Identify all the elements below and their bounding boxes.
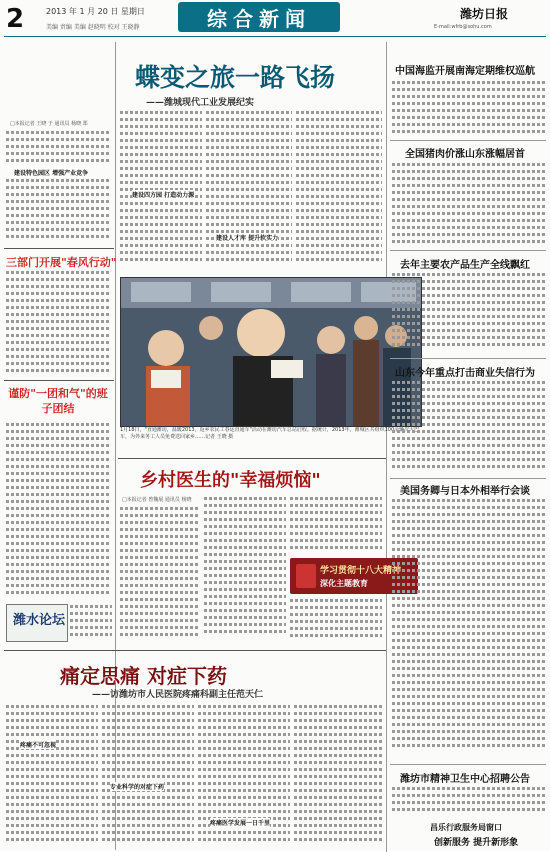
left-headline-2: 谨防"一团和气"的班子团结 xyxy=(8,387,108,415)
footer-banner xyxy=(420,820,550,851)
mid-body-col3b xyxy=(290,598,382,646)
bottom-body-col2 xyxy=(102,704,194,848)
campaign-line-2: 深化主题教育 xyxy=(320,579,368,588)
bottom-subhead-2: 专业科学的对症下药 xyxy=(110,784,165,791)
right-divider xyxy=(390,250,546,251)
right-article-3-body xyxy=(392,272,546,352)
lead-body-col3 xyxy=(206,110,292,270)
lead-body-col1b xyxy=(6,178,110,244)
section-divider xyxy=(118,458,386,459)
mid-byline: □本报记者 曾魏展 通讯员 杨晓 xyxy=(122,497,192,503)
contact-email: E-mail:wfrb@sohu.com xyxy=(434,24,492,30)
right-article-2-body xyxy=(392,162,546,246)
left-article-2-body xyxy=(6,422,110,598)
bottom-subhead-3: 疼痛医学发展一日千里 xyxy=(210,820,271,827)
mid-headline: 乡村医生的"幸福烦恼" xyxy=(140,470,321,491)
right-article-5-body xyxy=(392,498,546,760)
lead-byline: □本报记者 王晓 于 通讯员 杨晓 郑 xyxy=(10,121,88,127)
right-article-6-body xyxy=(392,786,546,814)
newspaper-logo: 潍坊日报 xyxy=(460,7,509,21)
campaign-line-1: 学习贯彻十八大精神 xyxy=(320,566,402,576)
right-divider xyxy=(390,140,546,141)
lead-subhead-1: 建设特色园区 增强产业竞争 xyxy=(14,170,89,177)
right-headline-2: 全国猪肉价涨山东涨幅居首 xyxy=(405,149,525,160)
issue-date: 2013 年 1 月 20 日 星期日 xyxy=(46,7,145,16)
column-divider xyxy=(386,42,387,852)
news-photo xyxy=(120,277,422,427)
section-divider xyxy=(4,650,386,651)
right-divider xyxy=(390,358,546,359)
page-header xyxy=(0,0,550,40)
lead-subheadline: ——潍城现代工业发展纪实 xyxy=(146,98,255,108)
section-divider xyxy=(4,248,114,249)
footer-line-1: 昌乐行政服务局窗口 xyxy=(430,823,502,832)
photo-caption: 1月18日，"直通潍坊，温暖2013，返乡农民工春运直通车"活动在潍坊汽车总站启程。据统计，2013年，潍城区共组织100余辆次大巴车，为外来务工人员免费送回家乡……记者 王晓 摄 xyxy=(120,427,420,440)
forum-logo xyxy=(6,604,68,642)
editor-credits: 美编 责编 美编 赵晓明 校对 王晓静 xyxy=(46,24,140,31)
bottom-body-col1 xyxy=(6,704,98,848)
bottom-subhead-1: 疼痛不可忽视 xyxy=(20,742,57,749)
footer-line-2: 创新服务 提升新形象 xyxy=(434,838,519,848)
right-headline-6: 潍坊市精神卫生中心招聘公告 xyxy=(400,774,530,785)
right-headline-4: 山东今年重点打击商业失信行为 xyxy=(395,368,535,379)
right-headline-1: 中国海监开展南海定期维权巡航 xyxy=(395,66,535,77)
forum-label: 潍水论坛 xyxy=(13,613,66,628)
right-article-1-body xyxy=(392,80,546,138)
bottom-body-col4 xyxy=(294,704,382,848)
right-divider xyxy=(390,478,546,479)
lead-headline: 蝶变之旅一路飞扬 xyxy=(134,63,335,92)
right-article-4-body xyxy=(392,380,546,474)
right-divider xyxy=(390,764,546,765)
lead-subhead-3: 建设人才库 提升软实力 xyxy=(216,235,279,242)
left-article-1-body xyxy=(6,270,110,376)
section-title: 综合新闻 xyxy=(178,2,340,32)
bottom-headline: 痛定思痛 对症下药 xyxy=(60,664,227,688)
page-number: 2 xyxy=(6,4,25,34)
mid-body-col2 xyxy=(204,496,286,644)
forum-body xyxy=(70,604,112,644)
header-rule xyxy=(4,36,546,37)
left-headline-1: 三部门开展"春风行动" xyxy=(6,256,117,269)
right-headline-5: 美国务卿与日本外相举行会谈 xyxy=(400,486,530,497)
mid-body-col1 xyxy=(120,506,200,644)
lead-subhead-2: 建设四方园 打造动力源 xyxy=(132,192,195,199)
mid-body-col3 xyxy=(290,496,382,554)
lead-body-col1a xyxy=(6,130,110,166)
lead-body-col4 xyxy=(296,110,382,270)
bottom-subheadline: ——访潍坊市人民医院疼痛科副主任范天仁 xyxy=(92,690,264,700)
bus-passengers-illustration xyxy=(121,278,421,426)
flag-icon xyxy=(296,564,316,588)
right-headline-3: 去年主要农产品生产全线飘红 xyxy=(400,260,530,271)
section-divider xyxy=(4,380,114,381)
